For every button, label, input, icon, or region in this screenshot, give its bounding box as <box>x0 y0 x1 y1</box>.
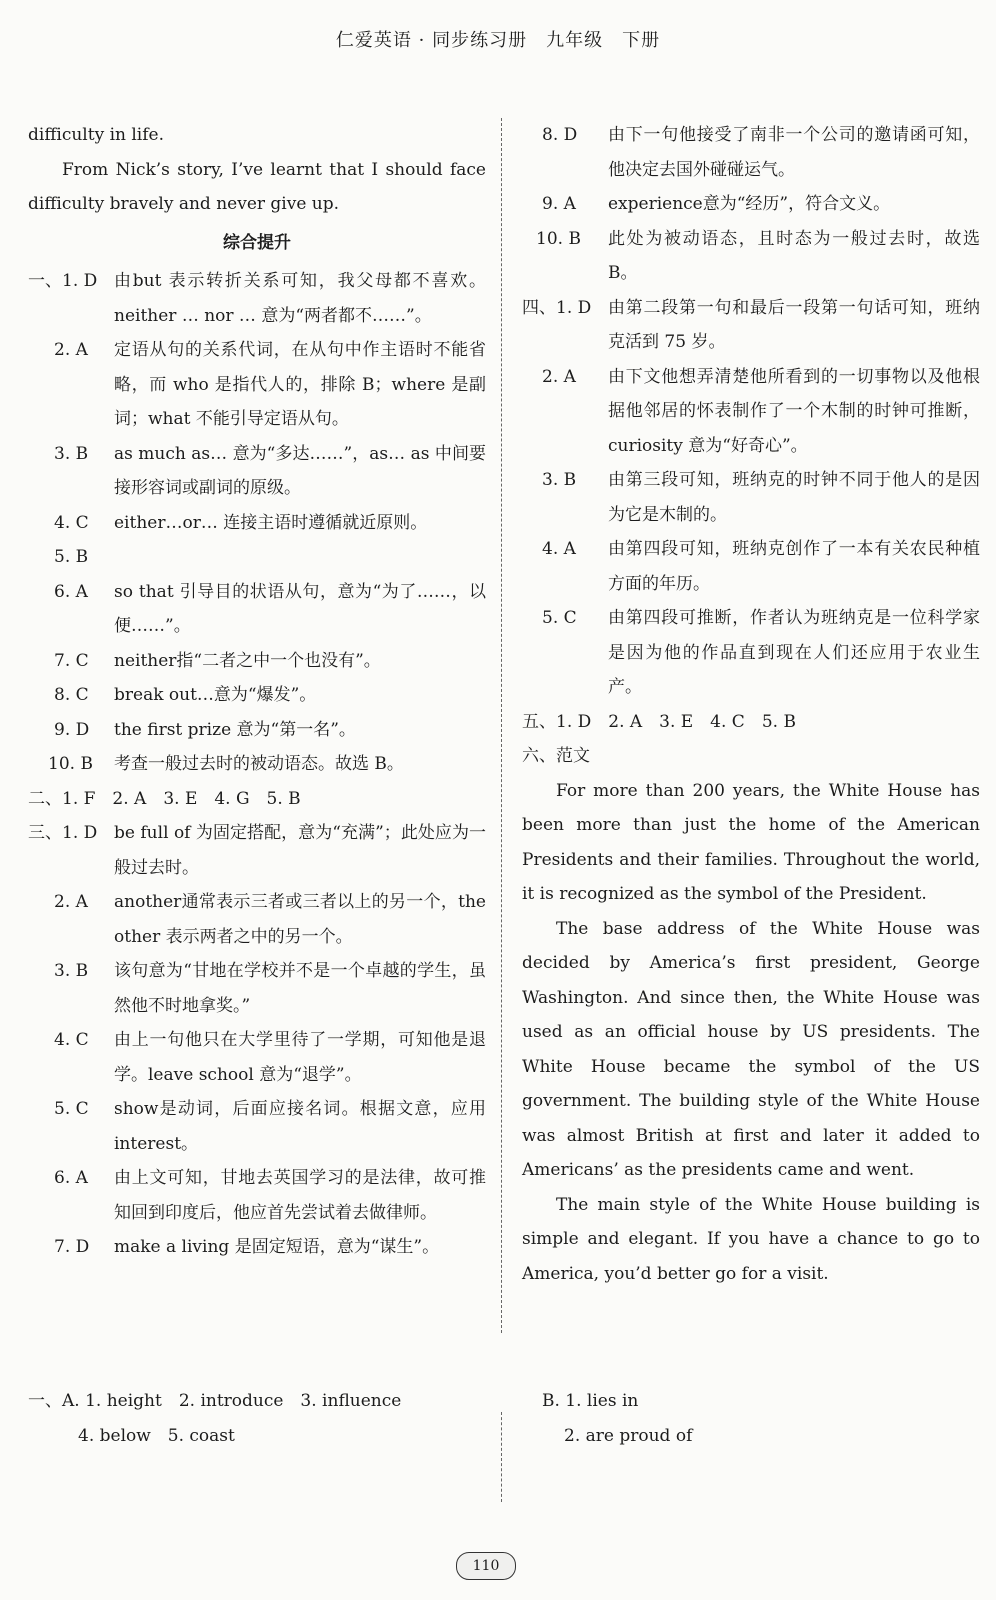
answer-explanation: 由第四段可知，班纳克创作了一本有关农民种植方面的年历。 <box>608 539 980 594</box>
answer-explanation: as much as… 意为“多达……”，as… as 中间要接形容词或副词的原级。 <box>114 443 486 498</box>
essay-paragraph: For more than 200 years, the White House has been more than just the home of the American Presidents and their families. Throughout the world, it is recognized as the symbol of the President. <box>522 780 980 904</box>
answer-number: 6. A <box>54 581 88 602</box>
left-answer-item <box>28 575 486 644</box>
bottom-left-line-1: 一、A. 1. height 2. introduce 3. influence <box>28 1391 402 1411</box>
right-answer-item <box>522 222 980 291</box>
answer-explanation: 定语从句的关系代词，在从句中作主语时不能省略，而 who 是指代人的，排除 B；where 是副词；what 不能引导定语从句。 <box>114 340 486 429</box>
left-answer-item <box>28 1161 486 1230</box>
answer-explanation: experience意为“经历”，符合文义。 <box>608 194 891 214</box>
answer-explanation: another通常表示三者或三者以上的另一个，the other 表示两者之中的另一个。 <box>114 892 486 947</box>
right-answer-item <box>522 360 980 464</box>
answer-explanation: show是动词，后面应接名词。根据文意，应用 interest。 <box>114 1099 486 1154</box>
answer-explanation: 由上文可知，甘地去英国学习的是法律，故可推知回到印度后，他应首先尝试着去做律师。 <box>114 1168 486 1223</box>
essay-paragraph: The base address of the White House was decided by America’s first president, George Washington. And since then, the White House was used as an official house by US presidents. The White House became the symbol of the US government. The building style of the White House was almost British at first and later it added to Americans’ as the presidents came and went. <box>522 918 980 1180</box>
answer-number: 三、1. D <box>28 823 98 843</box>
left-answer-line: 二、1. F 2. A 3. E 4. G 5. B <box>28 788 301 809</box>
right-answer-line: 六、范文 <box>522 746 590 766</box>
answer-number: 4. A <box>542 539 576 559</box>
left-answer-item <box>28 1092 486 1161</box>
answer-number: 5. B <box>54 547 89 567</box>
answer-explanation: 考查一般过去时的被动语态。故选 B。 <box>114 754 404 774</box>
bottom-divider <box>501 1412 502 1502</box>
left-answer-item <box>28 747 486 782</box>
answer-explanation: make a living 是固定短语，意为“谋生”。 <box>114 1237 440 1257</box>
answer-number: 2. A <box>54 892 88 912</box>
answer-number: 4. C <box>54 1030 89 1050</box>
left-answer-item <box>28 954 486 1023</box>
bottom-left-answers <box>28 1384 401 1453</box>
answer-number: 9. D <box>54 719 90 740</box>
answer-explanation: 该句意为“甘地在学校并不是一个卓越的学生，虽然他不时地拿奖。” <box>114 961 486 1016</box>
answer-number: 10. B <box>536 228 581 249</box>
answer-explanation: the first prize 意为“第一名”。 <box>114 719 356 740</box>
answer-number: 3. B <box>542 470 577 490</box>
answer-explanation: break out…意为“爆发”。 <box>114 685 317 705</box>
bottom-left-line-2: 4. below 5. coast <box>78 1425 235 1446</box>
answer-explanation: 由but 表示转折关系可知，我父母都不喜欢。neither … nor … 意为“两者都不……”。 <box>114 271 486 326</box>
right-answer-line: 五、1. D 2. A 3. E 4. C 5. B <box>522 711 796 732</box>
left-answer-item <box>28 1230 486 1265</box>
page-number: 110 <box>456 1552 516 1580</box>
left-answer-list <box>28 264 486 1265</box>
column-divider <box>501 118 502 1333</box>
answer-number: 5. C <box>542 608 577 628</box>
answer-explanation: 此处为被动语态，且时态为一般过去时，故选 B。 <box>608 228 980 283</box>
answer-number: 3. B <box>54 443 89 464</box>
left-answer-item <box>28 1023 486 1092</box>
answer-number: 7. C <box>54 650 89 671</box>
bottom-right-line-1: B. 1. lies in <box>542 1391 639 1411</box>
bottom-right-line-2: 2. are proud of <box>564 1425 693 1446</box>
right-column <box>522 118 980 1291</box>
right-answer-item <box>522 601 980 705</box>
answer-number: 8. C <box>54 685 89 705</box>
answer-number: 5. C <box>54 1099 89 1119</box>
right-answer-item <box>522 463 980 532</box>
answer-number: 2. A <box>54 340 88 360</box>
answer-number: 7. D <box>54 1237 90 1257</box>
bottom-right-answers <box>542 1384 692 1453</box>
left-answer-item <box>28 264 486 333</box>
left-column <box>28 118 486 1265</box>
right-answer-item <box>522 291 980 360</box>
answer-number: 6. A <box>54 1168 88 1188</box>
answer-explanation: 由第四段可推断，作者认为班纳克是一位科学家是因为他的作品直到现在人们还应用于农业生产。 <box>608 608 980 697</box>
left-answer-item <box>28 540 486 575</box>
right-answer-item <box>522 187 980 222</box>
answer-number: 四、1. D <box>522 297 592 318</box>
answer-number: 3. B <box>54 961 89 981</box>
answer-explanation: 由下一句他接受了南非一个公司的邀请函可知，他决定去国外碰碰运气。 <box>608 125 980 180</box>
left-answer-item <box>28 678 486 713</box>
answer-explanation: be full of 为固定搭配，意为“充满”；此处应为一般过去时。 <box>114 823 486 878</box>
answer-number: 10. B <box>48 754 93 774</box>
page-header: 仁爱英语 · 同步练习册 九年级 下册 <box>335 30 661 51</box>
intro-paragraph: From Nick’s story, I’ve learnt that I should face difficulty bravely and never give up. <box>28 159 486 214</box>
section-heading: 综合提升 <box>223 232 291 253</box>
answer-explanation: 由下文他想弄清楚他所看到的一切事物以及他根据他邻居的怀表制作了一个木制的时钟可推断，curiosity 意为“好奇心”。 <box>608 366 980 456</box>
answer-number: 4. C <box>54 512 89 533</box>
left-answer-item <box>28 816 486 885</box>
answer-number: 一、1. D <box>28 271 98 291</box>
answer-explanation: 由上一句他只在大学里待了一学期，可知他是退学。leave school 意为“退学”。 <box>114 1030 486 1085</box>
left-answer-item <box>28 506 486 541</box>
answer-explanation: 由第三段可知，班纳克的时钟不同于他人的是因为它是木制的。 <box>608 470 980 525</box>
left-answer-item <box>28 885 486 954</box>
model-essay <box>522 774 980 1292</box>
left-answer-item <box>28 644 486 679</box>
left-answer-item <box>28 713 486 748</box>
right-answer-list <box>522 118 980 774</box>
intro-line: difficulty in life. <box>28 125 164 145</box>
right-answer-item <box>522 118 980 187</box>
answer-number: 9. A <box>542 194 576 214</box>
left-answer-item <box>28 437 486 506</box>
answer-explanation: neither指“二者之中一个也没有”。 <box>114 650 381 671</box>
answer-explanation: either…or… 连接主语时遵循就近原则。 <box>114 512 428 533</box>
right-answer-item <box>522 532 980 601</box>
essay-paragraph: The main style of the White House building is simple and elegant. If you have a chance to go to America, you’d better go for a visit. <box>522 1194 980 1284</box>
answer-number: 2. A <box>542 366 576 387</box>
answer-explanation: 由第二段第一句和最后一段第一句话可知，班纳克活到 75 岁。 <box>608 297 980 352</box>
left-answer-item <box>28 333 486 437</box>
answer-explanation: so that 引导目的状语从句，意为“为了……，以便……”。 <box>114 581 486 636</box>
answer-number: 8. D <box>542 125 578 145</box>
